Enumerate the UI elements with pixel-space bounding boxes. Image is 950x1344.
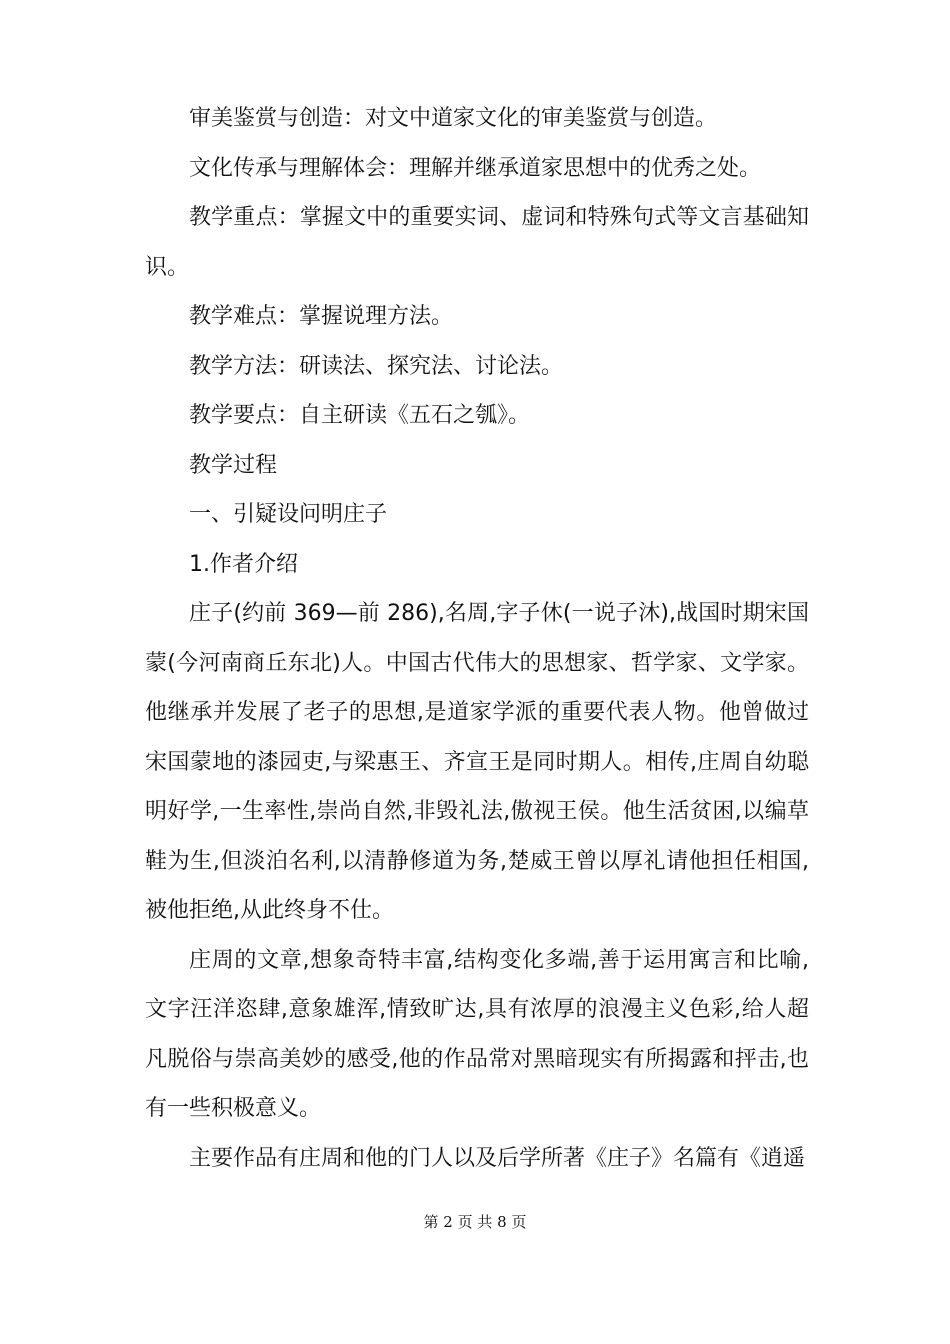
- document-body: [145, 94, 809, 1183]
- paragraph-main-works: 主要作品有庄周和他的门人以及后学所著《庄子》名篇有《逍遥: [189, 1145, 806, 1171]
- paragraph-cultural-inheritance: 文化传承与理解体会：理解并继承道家思想中的优秀之处。: [189, 155, 762, 181]
- paragraph-teaching-method: 教学方法：研读法、探究法、讨论法。: [189, 353, 564, 379]
- paragraph-aesthetic-appreciation: 审美鉴赏与创造：对文中道家文化的审美鉴赏与创造。: [189, 106, 718, 131]
- paragraph-zhuangzi-writing-style: 庄周的文章,想象奇特丰富,结构变化多端,善于运用寓言和比喻,文字汪洋恣肆,意象雄浑,情致旷达,具有浓厚的浪漫主义色彩,给人超凡脱俗与崇高美妙的感受,他的作品常对黑暗现实有所揭露和抨击,也有一些积极意义。: [145, 947, 809, 1121]
- paragraph-teaching-difficulty: 教学难点：掌握说理方法。: [189, 304, 454, 329]
- heading-teaching-process: 教学过程: [189, 452, 278, 478]
- heading-section-one: 一、引疑设问明庄子: [189, 502, 388, 527]
- paragraph-teaching-focus: 教学重点：掌握文中的重要实词、虚词和特殊句式等文言基础知识。: [145, 205, 809, 280]
- page-number-footer: 第 2 页 共 8 页: [423, 1213, 527, 1231]
- heading-author-intro: 1.作者介绍: [189, 551, 298, 577]
- paragraph-zhuangzi-biography: 庄子(约前 369—前 286),名周,字子休(一说子沐),战国时期宋国蒙(今河南商丘东北)人。中国古代伟大的思想家、哲学家、文学家。他继承并发展了老子的思想,是道家学派的重要代表人物。他曾做过宋国蒙地的漆园吏,与梁惠王、齐宣王是同时期人。相传,庄周自幼聪明好学,一生率性,崇尚自然,非毁礼法,傲视王侯。他生活贫困,以编草鞋为生,但淡泊名利,以清静修道为务,楚威王曾以厚礼请他担任相国,被他拒绝,从此终身不仕。: [145, 601, 809, 923]
- paragraph-teaching-points: 教学要点：自主研读《五石之瓠》。: [189, 403, 531, 428]
